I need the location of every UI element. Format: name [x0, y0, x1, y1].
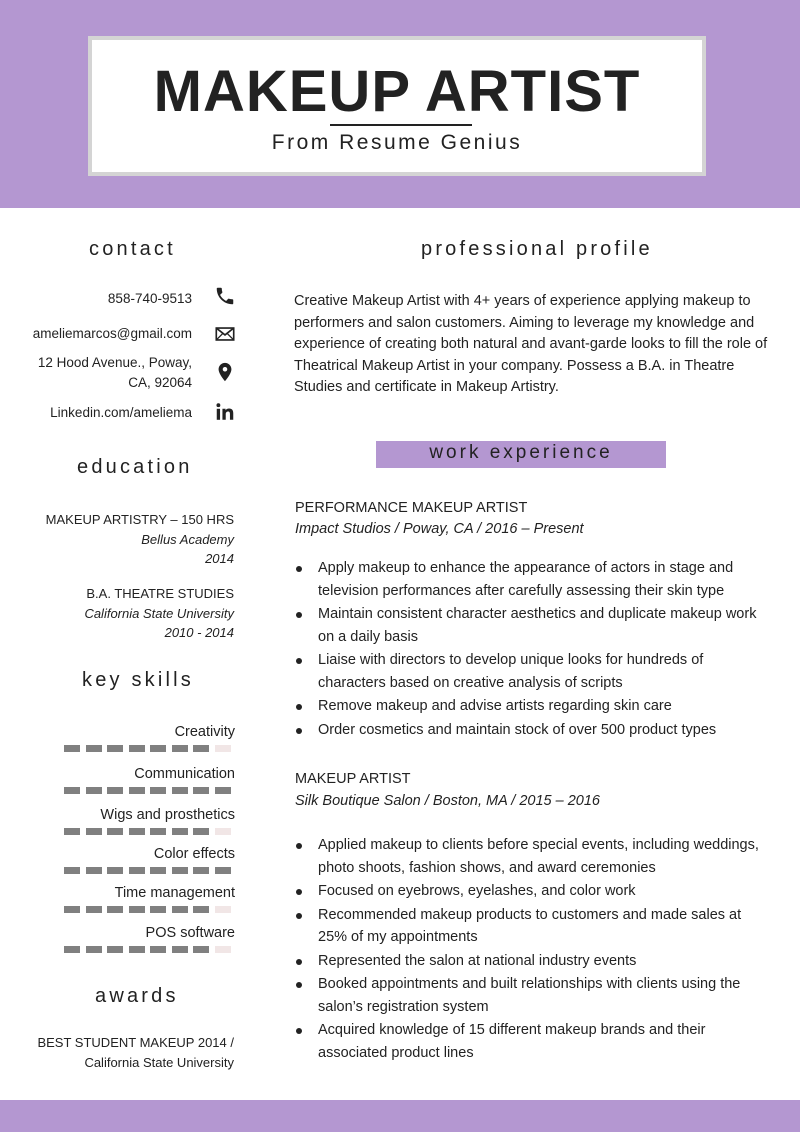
- work-heading-bar: [376, 441, 666, 468]
- award-title: BEST STUDENT MAKEUP 2014 /: [37, 1035, 234, 1050]
- education-item: [20, 510, 234, 569]
- skill-row: [40, 806, 235, 824]
- list-item: Liaise with directors to develop unique looks for hundreds of characters based on creative analysis of scripts: [296, 649, 766, 694]
- education-school: Bellus Academy: [141, 531, 234, 547]
- skill-segment-filled: [172, 745, 188, 752]
- skill-segment-filled: [107, 787, 123, 794]
- skill-segment-filled: [172, 906, 188, 913]
- skill-segment-filled: [64, 867, 80, 874]
- skill-segment-filled: [86, 906, 102, 913]
- skill-segment-filled: [150, 946, 166, 953]
- skill-name: POS software: [145, 925, 235, 941]
- list-item: Recommended makeup products to customers and made sales at 25% of my appointments: [296, 904, 766, 949]
- skill-segment-filled: [129, 787, 145, 794]
- skill-segment-filled: [107, 867, 123, 874]
- skill-segment-filled: [107, 828, 123, 835]
- linkedin-icon: [214, 401, 236, 423]
- skill-row: [40, 884, 235, 902]
- skill-segment-filled: [129, 745, 145, 752]
- list-item: Focused on eyebrows, eyelashes, and color work: [296, 880, 766, 903]
- skill-row: [40, 845, 235, 863]
- skill-name: Wigs and prosthetics: [100, 807, 235, 823]
- skill-segment-filled: [150, 867, 166, 874]
- skill-segment-filled: [193, 906, 209, 913]
- skill-level-bar: [64, 787, 236, 794]
- skill-segment-filled: [86, 946, 102, 953]
- skill-segment-empty: [215, 906, 231, 913]
- job-bullets: [296, 834, 766, 1065]
- list-item: Apply makeup to enhance the appearance of actors in stage and television performances after carefully assessing their skin type: [296, 557, 766, 602]
- job-company: Silk Boutique Salon / Boston, MA / 2015 – 2016: [295, 793, 600, 809]
- skill-segment-filled: [193, 867, 209, 874]
- location-pin-icon: [214, 361, 236, 383]
- skill-segment-filled: [193, 745, 209, 752]
- skill-row: [40, 723, 235, 741]
- contact-linkedin: Linkedin.com/ameliema: [50, 405, 192, 420]
- skill-name: Communication: [134, 766, 235, 782]
- skill-segment-filled: [64, 946, 80, 953]
- work-heading: work experience: [429, 442, 613, 463]
- contact-phone: 858-740-9513: [107, 291, 192, 306]
- profile-summary: Creative Makeup Artist with 4+ years of experience applying makeup to performers and salon customers. Aiming to leverage my knowledge and experience of creating both natural and avant-garde looks to fill the role of Theatrical Makeup Artist in your company. Possess a B.A. in Theatre Studies and certificate in Makeup Artistry.: [294, 293, 768, 395]
- skill-segment-filled: [107, 745, 123, 752]
- skill-level-bar: [64, 867, 236, 874]
- list-item: Applied makeup to clients before special events, including weddings, photo shoots, fashion shows, and award ceremonies: [296, 834, 766, 879]
- skill-name: Color effects: [153, 846, 235, 862]
- contact-address: [20, 353, 192, 393]
- skill-level-bar: [64, 906, 236, 913]
- skill-name: Creativity: [174, 724, 235, 740]
- education-years: 2014: [205, 551, 234, 566]
- skill-segment-filled: [193, 787, 209, 794]
- skill-segment-filled: [172, 946, 188, 953]
- award-item: [20, 1033, 234, 1073]
- education-years: 2010 - 2014: [164, 625, 234, 640]
- skill-segment-filled: [215, 867, 231, 874]
- title-box: [88, 36, 706, 176]
- award-issuer: California State University: [84, 1055, 234, 1070]
- skill-segment-filled: [129, 828, 145, 835]
- awards-heading: awards: [95, 985, 179, 1007]
- skill-row: [40, 924, 235, 942]
- skill-segment-filled: [64, 745, 80, 752]
- skill-segment-empty: [215, 828, 231, 835]
- skill-segment-filled: [215, 787, 231, 794]
- skill-segment-filled: [193, 946, 209, 953]
- list-item: Maintain consistent character aesthetics and duplicate makeup work on a daily basis: [296, 603, 766, 648]
- skill-segment-filled: [86, 867, 102, 874]
- education-item: [20, 584, 234, 643]
- list-item: Acquired knowledge of 15 different makeup brands and their associated product lines: [296, 1019, 766, 1064]
- address-line-2: CA, 92064: [128, 375, 192, 390]
- list-item: Represented the salon at national industry events: [296, 950, 766, 973]
- skill-segment-filled: [86, 745, 102, 752]
- education-school: California State University: [84, 605, 234, 621]
- skills-heading: key skills: [82, 669, 195, 691]
- job-company: Impact Studios / Poway, CA / 2016 – Present: [295, 521, 584, 537]
- skill-segment-filled: [172, 828, 188, 835]
- skill-segment-filled: [150, 745, 166, 752]
- address-line-1: 12 Hood Avenue., Poway,: [37, 355, 192, 370]
- title-divider: [330, 124, 472, 126]
- education-degree: B.A. THEATRE STUDIES: [86, 586, 234, 601]
- header-banner: [0, 0, 800, 208]
- skill-segment-filled: [172, 787, 188, 794]
- skill-segment-filled: [150, 906, 166, 913]
- job-title: MAKEUP ARTIST: [295, 771, 411, 787]
- skill-name: Time management: [114, 885, 235, 901]
- job-title: PERFORMANCE MAKEUP ARTIST: [295, 500, 528, 516]
- skill-segment-filled: [86, 787, 102, 794]
- skill-level-bar: [64, 946, 236, 953]
- skill-segment-filled: [64, 828, 80, 835]
- resume-subtitle: From Resume Genius: [271, 131, 523, 154]
- skill-segment-filled: [64, 906, 80, 913]
- skill-segment-empty: [215, 946, 231, 953]
- skill-row: [40, 765, 235, 783]
- list-item: Remove makeup and advise artists regarding skin care: [296, 695, 766, 718]
- skill-segment-filled: [107, 906, 123, 913]
- skill-segment-filled: [86, 828, 102, 835]
- skill-segment-filled: [129, 867, 145, 874]
- skill-segment-filled: [193, 828, 209, 835]
- list-item: Order cosmetics and maintain stock of over 500 product types: [296, 719, 766, 742]
- skill-segment-filled: [129, 906, 145, 913]
- education-heading: education: [77, 456, 193, 478]
- skill-segment-filled: [107, 946, 123, 953]
- envelope-icon: [214, 323, 236, 345]
- skill-segment-filled: [150, 787, 166, 794]
- list-item: Booked appointments and built relationships with clients using the salon’s registration system: [296, 973, 766, 1018]
- education-degree: MAKEUP ARTISTRY – 150 HRS: [45, 512, 234, 527]
- skill-segment-filled: [64, 787, 80, 794]
- contact-email: ameliemarcos@gmail.com: [32, 326, 192, 341]
- footer-banner: [0, 1100, 800, 1132]
- phone-icon: [214, 285, 236, 307]
- skill-level-bar: [64, 745, 236, 752]
- skill-level-bar: [64, 828, 236, 835]
- contact-heading: contact: [89, 238, 176, 260]
- skill-segment-filled: [129, 946, 145, 953]
- skill-segment-filled: [150, 828, 166, 835]
- profile-heading: professional profile: [421, 238, 653, 260]
- job-bullets: [296, 557, 766, 742]
- resume-title: MAKEUP ARTIST: [153, 59, 641, 124]
- skill-segment-filled: [172, 867, 188, 874]
- skill-segment-empty: [215, 745, 231, 752]
